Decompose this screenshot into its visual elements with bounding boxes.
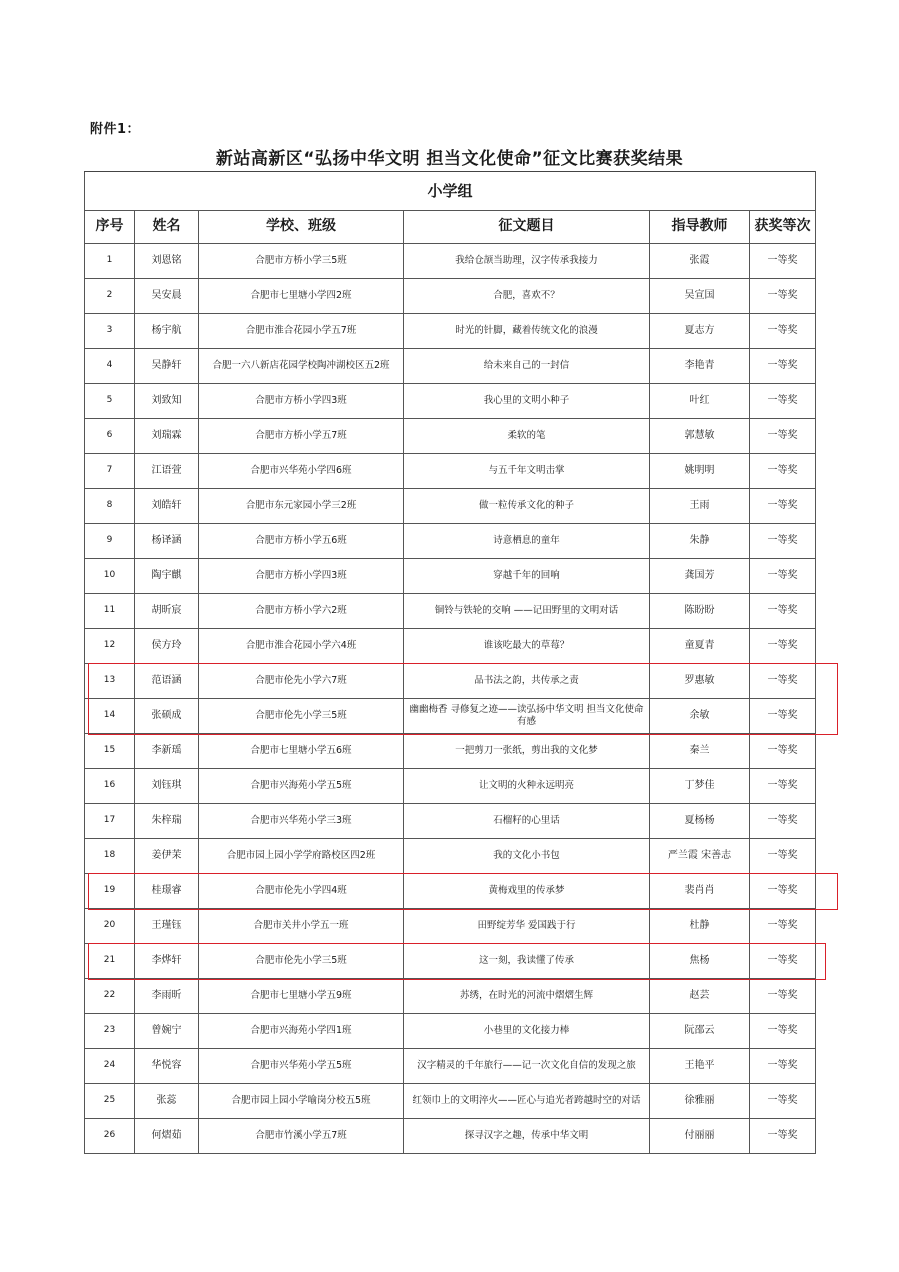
header-essay: 征文题目 — [404, 211, 650, 244]
student-name: 杨译涵 — [135, 524, 199, 559]
essay-title: 红领巾上的文明淬火——匠心与追光者跨越时空的对话 — [404, 1084, 650, 1119]
row-number: 5 — [85, 384, 135, 419]
essay-title: 让文明的火种永远明亮 — [404, 769, 650, 804]
row-number: 19 — [85, 874, 135, 909]
essay-title: 探寻汉字之趣，传承中华文明 — [404, 1119, 650, 1154]
student-name: 朱梓瑞 — [135, 804, 199, 839]
table-row — [85, 489, 816, 524]
essay-title: 田野绽芳华 爱国践于行 — [404, 909, 650, 944]
row-number: 21 — [85, 944, 135, 979]
essay-title: 合肥，喜欢不？ — [404, 279, 650, 314]
school-class: 合肥市兴华苑小学五5班 — [199, 1049, 404, 1084]
row-number: 8 — [85, 489, 135, 524]
table-row — [85, 699, 816, 734]
row-number: 11 — [85, 594, 135, 629]
table-row — [85, 244, 816, 279]
teacher-name: 付丽丽 — [650, 1119, 750, 1154]
teacher-name: 王艳平 — [650, 1049, 750, 1084]
student-name: 张蕊 — [135, 1084, 199, 1119]
award-level: 一等奖 — [750, 909, 816, 944]
school-class: 合肥市伦先小学三5班 — [199, 944, 404, 979]
student-name: 范语涵 — [135, 664, 199, 699]
school-class: 合肥市方桥小学六2班 — [199, 594, 404, 629]
teacher-name: 余敏 — [650, 699, 750, 734]
essay-title: 小巷里的文化接力棒 — [404, 1014, 650, 1049]
teacher-name: 姚明明 — [650, 454, 750, 489]
row-number: 22 — [85, 979, 135, 1014]
table-row — [85, 734, 816, 769]
student-name: 曾婉宁 — [135, 1014, 199, 1049]
school-class: 合肥市七里塘小学五9班 — [199, 979, 404, 1014]
school-class: 合肥市七里塘小学五6班 — [199, 734, 404, 769]
award-level: 一等奖 — [750, 874, 816, 909]
row-number: 18 — [85, 839, 135, 874]
award-level: 一等奖 — [750, 349, 816, 384]
award-level: 一等奖 — [750, 944, 816, 979]
header-teacher: 指导教师 — [650, 211, 750, 244]
school-class: 合肥市兴华苑小学三3班 — [199, 804, 404, 839]
award-level: 一等奖 — [750, 734, 816, 769]
student-name: 陶宇麒 — [135, 559, 199, 594]
essay-title: 穿越千年的回响 — [404, 559, 650, 594]
row-number: 15 — [85, 734, 135, 769]
student-name: 李新瑶 — [135, 734, 199, 769]
row-number: 4 — [85, 349, 135, 384]
school-class: 合肥市关井小学五一班 — [199, 909, 404, 944]
teacher-name: 童夏青 — [650, 629, 750, 664]
row-number: 24 — [85, 1049, 135, 1084]
table-row — [85, 629, 816, 664]
row-number: 12 — [85, 629, 135, 664]
student-name: 江语萱 — [135, 454, 199, 489]
group-header-row — [85, 172, 816, 211]
header-name: 姓名 — [135, 211, 199, 244]
row-number: 23 — [85, 1014, 135, 1049]
award-level: 一等奖 — [750, 664, 816, 699]
award-level: 一等奖 — [750, 1084, 816, 1119]
award-level: 一等奖 — [750, 1119, 816, 1154]
essay-title: 苏绣，在时光的河流中熠熠生辉 — [404, 979, 650, 1014]
table-row — [85, 664, 816, 699]
teacher-name: 朱静 — [650, 524, 750, 559]
teacher-name: 夏杨杨 — [650, 804, 750, 839]
teacher-name: 严兰霞 宋善志 — [650, 839, 750, 874]
essay-title: 谁该吃最大的草莓？ — [404, 629, 650, 664]
essay-title: 我给仓颉当助理，汉字传承我接力 — [404, 244, 650, 279]
row-number: 2 — [85, 279, 135, 314]
student-name: 王瑾钰 — [135, 909, 199, 944]
school-class: 合肥市兴华苑小学四6班 — [199, 454, 404, 489]
header-award: 获奖等次 — [750, 211, 816, 244]
school-class: 合肥市伦先小学四4班 — [199, 874, 404, 909]
award-level: 一等奖 — [750, 594, 816, 629]
essay-title: 这一刻，我读懂了传承 — [404, 944, 650, 979]
teacher-name: 叶红 — [650, 384, 750, 419]
row-number: 1 — [85, 244, 135, 279]
teacher-name: 夏志方 — [650, 314, 750, 349]
row-number: 13 — [85, 664, 135, 699]
row-number: 10 — [85, 559, 135, 594]
student-name: 侯方玲 — [135, 629, 199, 664]
teacher-name: 杜静 — [650, 909, 750, 944]
award-level: 一等奖 — [750, 244, 816, 279]
document-title: 新站高新区“弘扬中华文明 担当文化使命”征文比赛获奖结果 — [215, 149, 684, 169]
essay-title: 品书法之韵，共传承之责 — [404, 664, 650, 699]
award-level: 一等奖 — [750, 279, 816, 314]
student-name: 吴静轩 — [135, 349, 199, 384]
essay-title: 幽幽梅香 寻修复之迹——读弘扬中华文明 担当文化使命有感 — [404, 699, 650, 734]
table-row — [85, 454, 816, 489]
teacher-name: 郭慧敏 — [650, 419, 750, 454]
row-number: 17 — [85, 804, 135, 839]
teacher-name: 丁梦佳 — [650, 769, 750, 804]
essay-title: 我的文化小书包 — [404, 839, 650, 874]
essay-title: 给未来自己的一封信 — [404, 349, 650, 384]
essay-title: 做一粒传承文化的种子 — [404, 489, 650, 524]
award-level: 一等奖 — [750, 559, 816, 594]
table-row — [85, 1049, 816, 1084]
school-class: 合肥市方桥小学三5班 — [199, 244, 404, 279]
row-number: 26 — [85, 1119, 135, 1154]
awards-table — [84, 171, 816, 1154]
essay-title: 黄梅戏里的传承梦 — [404, 874, 650, 909]
student-name: 刘瑞霖 — [135, 419, 199, 454]
school-class: 合肥市方桥小学四3班 — [199, 559, 404, 594]
school-class: 合肥市伦先小学六7班 — [199, 664, 404, 699]
teacher-name: 阮邵云 — [650, 1014, 750, 1049]
row-number: 9 — [85, 524, 135, 559]
table-row — [85, 279, 816, 314]
award-level: 一等奖 — [750, 699, 816, 734]
student-name: 杨宇航 — [135, 314, 199, 349]
row-number: 7 — [85, 454, 135, 489]
award-level: 一等奖 — [750, 1014, 816, 1049]
essay-title: 一把剪刀一张纸，剪出我的文化梦 — [404, 734, 650, 769]
essay-title: 汉字精灵的千年旅行——记一次文化自信的发现之旅 — [404, 1049, 650, 1084]
school-class: 合肥市方桥小学五6班 — [199, 524, 404, 559]
teacher-name: 吴宣国 — [650, 279, 750, 314]
row-number: 3 — [85, 314, 135, 349]
teacher-name: 张霞 — [650, 244, 750, 279]
teacher-name: 陈盼盼 — [650, 594, 750, 629]
table-row — [85, 1119, 816, 1154]
school-class: 合肥市淮合花园小学五7班 — [199, 314, 404, 349]
table-row — [85, 909, 816, 944]
essay-title: 石榴籽的心里话 — [404, 804, 650, 839]
school-class: 合肥市七里塘小学四2班 — [199, 279, 404, 314]
student-name: 李烨轩 — [135, 944, 199, 979]
row-number: 25 — [85, 1084, 135, 1119]
award-level: 一等奖 — [750, 839, 816, 874]
school-class: 合肥一六八新店花园学校陶冲湖校区五2班 — [199, 349, 404, 384]
school-class: 合肥市园上园小学学府路校区四2班 — [199, 839, 404, 874]
table-row — [85, 559, 816, 594]
essay-title: 时光的针脚，藏着传统文化的浪漫 — [404, 314, 650, 349]
school-class: 合肥市竹溪小学五7班 — [199, 1119, 404, 1154]
teacher-name: 罗惠敏 — [650, 664, 750, 699]
school-class: 合肥市兴海苑小学五5班 — [199, 769, 404, 804]
award-level: 一等奖 — [750, 769, 816, 804]
student-name: 刘皓轩 — [135, 489, 199, 524]
essay-title: 铜铃与铁轮的交响 ——记田野里的文明对话 — [404, 594, 650, 629]
table-row — [85, 594, 816, 629]
award-level: 一等奖 — [750, 629, 816, 664]
row-number: 6 — [85, 419, 135, 454]
table-row — [85, 314, 816, 349]
school-class: 合肥市兴海苑小学四1班 — [199, 1014, 404, 1049]
student-name: 吴安晨 — [135, 279, 199, 314]
teacher-name: 焦杨 — [650, 944, 750, 979]
row-number: 14 — [85, 699, 135, 734]
school-class: 合肥市方桥小学五7班 — [199, 419, 404, 454]
award-level: 一等奖 — [750, 419, 816, 454]
school-class: 合肥市淮合花园小学六4班 — [199, 629, 404, 664]
teacher-name: 李艳青 — [650, 349, 750, 384]
table-row — [85, 839, 816, 874]
table-row — [85, 874, 816, 909]
essay-title: 诗意栖息的童年 — [404, 524, 650, 559]
header-school: 学校、班级 — [199, 211, 404, 244]
table-row — [85, 804, 816, 839]
column-header-row — [85, 211, 816, 244]
award-level: 一等奖 — [750, 524, 816, 559]
table-row — [85, 979, 816, 1014]
student-name: 李雨昕 — [135, 979, 199, 1014]
table-row — [85, 384, 816, 419]
award-level: 一等奖 — [750, 454, 816, 489]
table-row — [85, 419, 816, 454]
teacher-name: 秦兰 — [650, 734, 750, 769]
student-name: 姜伊茉 — [135, 839, 199, 874]
student-name: 刘恩铭 — [135, 244, 199, 279]
teacher-name: 徐雅丽 — [650, 1084, 750, 1119]
award-level: 一等奖 — [750, 1049, 816, 1084]
award-level: 一等奖 — [750, 489, 816, 524]
student-name: 刘钰琪 — [135, 769, 199, 804]
table-row — [85, 349, 816, 384]
award-level: 一等奖 — [750, 804, 816, 839]
teacher-name: 王雨 — [650, 489, 750, 524]
student-name: 桂璟睿 — [135, 874, 199, 909]
school-class: 合肥市伦先小学三5班 — [199, 699, 404, 734]
student-name: 胡昕宸 — [135, 594, 199, 629]
school-class: 合肥市东元家园小学三2班 — [199, 489, 404, 524]
table-row — [85, 1014, 816, 1049]
award-level: 一等奖 — [750, 384, 816, 419]
student-name: 张硕成 — [135, 699, 199, 734]
award-level: 一等奖 — [750, 314, 816, 349]
table-row — [85, 524, 816, 559]
essay-title: 我心里的文明小种子 — [404, 384, 650, 419]
table-row — [85, 944, 816, 979]
table-row — [85, 1084, 816, 1119]
award-level: 一等奖 — [750, 979, 816, 1014]
student-name: 刘致知 — [135, 384, 199, 419]
student-name: 华悦容 — [135, 1049, 199, 1084]
school-class: 合肥市园上园小学喻岗分校五5班 — [199, 1084, 404, 1119]
essay-title: 柔软的笔 — [404, 419, 650, 454]
student-name: 何熠茹 — [135, 1119, 199, 1154]
header-no: 序号 — [85, 211, 135, 244]
teacher-name: 赵芸 — [650, 979, 750, 1014]
group-label: 小学组 — [85, 172, 816, 211]
row-number: 16 — [85, 769, 135, 804]
attachment-label: 附件1： — [90, 122, 141, 137]
school-class: 合肥市方桥小学四3班 — [199, 384, 404, 419]
teacher-name: 龚国芳 — [650, 559, 750, 594]
teacher-name: 裴肖肖 — [650, 874, 750, 909]
essay-title: 与五千年文明击掌 — [404, 454, 650, 489]
table-row — [85, 769, 816, 804]
row-number: 20 — [85, 909, 135, 944]
